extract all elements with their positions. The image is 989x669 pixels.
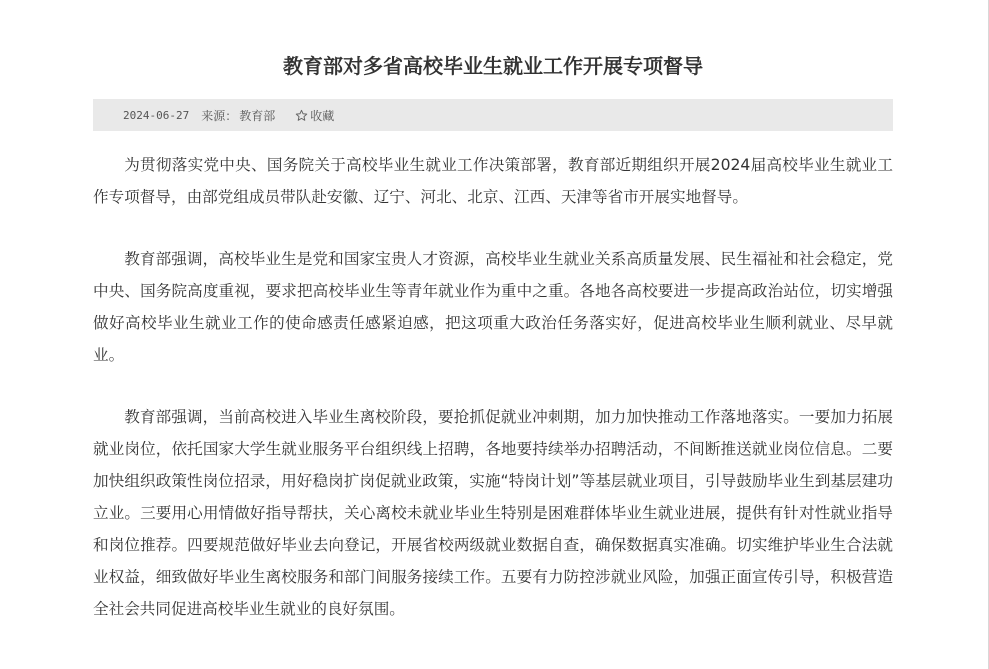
article-body — [93, 149, 893, 625]
source-info — [201, 107, 275, 124]
paragraph-1: 为贯彻落实党中央、国务院关于高校毕业生就业工作决策部署，教育部近期组织开展2024届高校毕业生就业工作专项督导，由部党组成员带队赴安徽、辽宁、河北、北京、江西、天津等省市开展实地督导。 — [93, 156, 893, 206]
paragraph-3: 教育部强调，当前高校进入毕业生离校阶段，要抢抓促就业冲刺期，加力加快推动工作落地落实。一要加力拓展就业岗位，依托国家大学生就业服务平台组织线上招聘，各地要持续举办招聘活动，不间断推送就业岗位信息。二要加快组织政策性岗位招录，用好稳岗扩岗促就业政策，实施“特岗计划”等基层就业项目，引导鼓励毕业生到基层建功立业。三要用心用情做好指导帮扶，关心离校未就业毕业生特别是困难群体毕业生就业进展，提供有针对性就业指导和岗位推荐。四要规范做好毕业去向登记，开展省校两级就业数据自查，确保数据真实准确。切实维护毕业生合法就业权益，细致做好毕业生离校服务和部门间服务接续工作。五要有力防控涉就业风险，加强正面宣传引导，积极营造全社会共同促进高校毕业生就业的良好氛围。 — [93, 408, 893, 618]
source-name: 教育部 — [239, 108, 276, 123]
article — [93, 0, 893, 655]
meta-bar — [93, 99, 893, 131]
source-label: 来源： — [201, 108, 238, 123]
page-title: 教育部对多省高校毕业生就业工作开展专项督导 — [283, 54, 703, 78]
favorite-label: 收藏 — [310, 108, 335, 123]
favorite-button[interactable] — [295, 107, 334, 124]
paragraph-2: 教育部强调，高校毕业生是党和国家宝贵人才资源，高校毕业生就业关系高质量发展、民生福祉和社会稳定，党中央、国务院高度重视，要求把高校毕业生等青年就业作为重中之重。各地各高校要进一步提高政治站位，切实增强做好高校毕业生就业工作的使命感责任感紧迫感，把这项重大政治任务落实好，促进高校毕业生顺利就业、尽早就业。 — [93, 250, 893, 364]
star-outline-icon — [295, 109, 308, 122]
publish-date: 2024-06-27 — [123, 108, 190, 122]
